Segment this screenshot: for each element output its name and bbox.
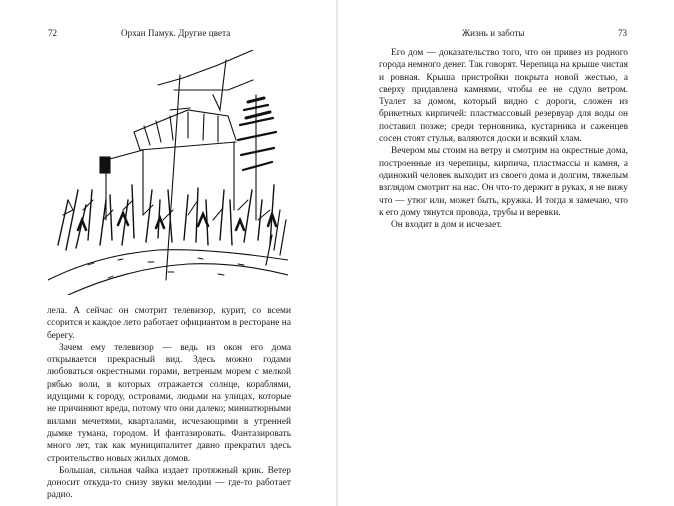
- running-head-right: Жизнь и заботы: [462, 28, 525, 38]
- page-number-right: 73: [618, 28, 627, 38]
- left-body-text: [47, 305, 291, 502]
- pen-sketch-house-icon: [48, 50, 288, 295]
- paragraph: Он входит в дом и исчезает.: [391, 220, 502, 231]
- paragraph: Зачем ему телевизор — ведь из окон его дома открывается прекрасный вид. Здесь можно годами любоваться окрестными горами, ветреным морем с мелкой рябью воли, в которых отражается солнце, кораблями, идущими к городу, островами, людьми на улицах, которые не причиняют вреда, потому что они далеко; миниатюрными вилами мечетями, кварталами, исчезающими в утренней дымке тумана, городом. И фантазировать. Фантазировать много лет, так как муниципалитет давно прекратил здесь строительство новых жилых домов.: [47, 342, 291, 464]
- paragraph: Его дом — доказательство того, что он привез из родного города немного денег. Так говорят. Черепица на крыше чистая и ровная. Крыша пристройки покрыта новой жестью, а сверху придавлена камнями, чтобы ее не сдуло ветром. Туалет за домом, который видно с дороги, сложен из брикетных кирпичей: пластмассовый резервуар для воды он поставил позже; среди терновника, кустарника и саженцев сосен стоят стулья, валяются доски и всякий хлам.: [379, 48, 628, 145]
- paragraph: лела. А сейчас он смотрит телевизор, курит, со всеми ссорится и каждое лето работает официантом в ресторане на берегу.: [47, 306, 291, 341]
- right-body-text: [379, 47, 628, 231]
- running-head-left: Орхан Памук. Другие цвета: [121, 28, 231, 38]
- page-number-left: 72: [48, 28, 57, 38]
- paragraph: Вечером мы стоим на ветру и смотрим на окрестные дома, построенные из черепицы, кирпича, пластмассы и камня, а одинокий человек выходит из своего дома и долгим, тяжелым взглядом смотрит на нас. Он что-то держит в руках, я не вижу что — утюг или, может быть, кружка. И тогда я замечаю, что к его дому тянутся провода, трубы и веревки.: [379, 146, 628, 218]
- right-page: [337, 0, 674, 506]
- paragraph: Большая, сильная чайка издает протяжный крик. Ветер доносит откуда-то снизу звуки мелодии — где-то работает радио.: [47, 465, 291, 501]
